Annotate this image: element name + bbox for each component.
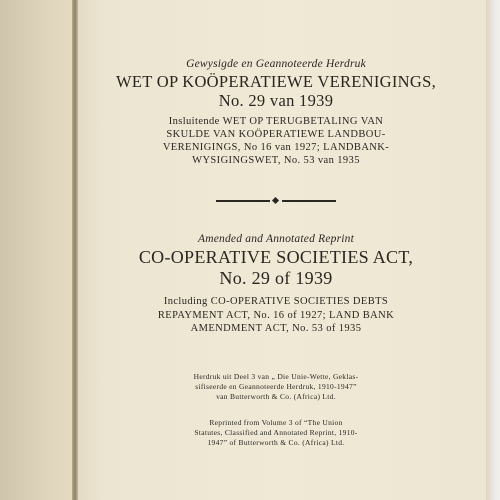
english-including-line: Including CO-OPERATIVE SOCIETIES DEBTS <box>163 296 389 307</box>
english-subtitle: Amended and Annotated Reprint <box>197 233 355 245</box>
afrikaans-including-text <box>96 115 456 167</box>
afrikaans-subtitle: Gewysigde en Geannoteerde Herdruk <box>186 58 366 70</box>
english-including-line: AMENDMENT ACT, No. 53 of 1935 <box>190 323 362 334</box>
afrikaans-including-line: Insluitende WET OP TERUGBETALING VAN <box>168 116 384 127</box>
divider-line-right <box>282 200 336 202</box>
english-including-line: REPAYMENT ACT, No. 16 of 1927; LAND BANK <box>157 309 395 321</box>
afrikaans-act-number: No. 29 van 1939 <box>218 91 334 110</box>
afrikaans-including-line: SKULDE VAN KOÖPERATIEWE LANDBOU- <box>166 129 386 140</box>
afrikaans-title: WET OP KOÖPERATIEWE VERENIGINGS, <box>115 72 437 91</box>
english-including-text <box>96 295 456 336</box>
english-act-number: No. 29 of 1939 <box>219 268 333 288</box>
english-title: CO-OPERATIVE SOCIETIES ACT, <box>138 247 414 267</box>
afrikaans-including-line: VERENIGINGS, No 16 van 1927; LANDBANK- <box>162 142 390 153</box>
english-note-line: 1947” of Butterworth & Co. (Africa) Ltd. <box>207 437 345 447</box>
afrikaans-note-line: Herdruk uit Deel 3 van „ Die Unie-Wette, Geklas- <box>193 371 359 381</box>
afrikaans-including-line: WYSIGINGSWET, No. 53 van 1935 <box>192 155 360 166</box>
page-edge <box>486 0 500 500</box>
book-cover-edge <box>0 0 74 500</box>
afrikaans-note-line: sifiseerde en Geannoteerde Herdruk, 1910-1947” <box>195 381 357 391</box>
divider-diamond <box>272 197 279 204</box>
english-reprint-note <box>96 418 456 448</box>
english-note-line: Reprinted from Volume 3 of “The Union <box>209 417 343 427</box>
ornamental-divider <box>216 197 336 205</box>
divider-line-left <box>216 200 270 202</box>
afrikaans-note-line: van Butterworth & Co. (Africa) Ltd. <box>216 391 336 401</box>
afrikaans-reprint-note <box>96 372 456 402</box>
english-note-line: Statutes, Classified and Annotated Reprint, 1910- <box>194 427 358 437</box>
title-page-text <box>96 56 456 448</box>
